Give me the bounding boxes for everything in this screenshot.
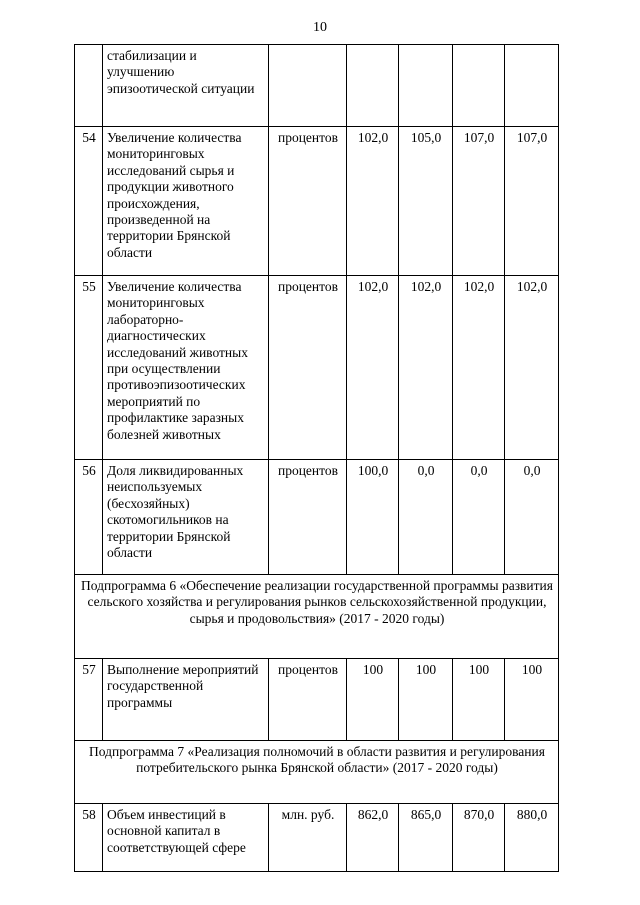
value-cell: 862,0 [347, 804, 399, 872]
indicator-name: Увеличение количества мониторинговых исследований сырья и продукции животного происхождения, произведенной на территории Брянской области [103, 127, 269, 276]
row-number: 56 [75, 460, 103, 575]
indicator-name: Объем инвестиций в основной капитал в соответствующей сфере [103, 804, 269, 872]
subprogram-heading: Подпрограмма 7 «Реализация полномочий в области развития и регулирования потребительского рынка Брянской области» (2017 - 2020 годы) [75, 741, 559, 804]
indicator-name: стабилизации и улучшению эпизоотической ситуации [103, 45, 269, 127]
table-row [75, 45, 559, 127]
row-number: 57 [75, 659, 103, 741]
value-cell: 107,0 [453, 127, 505, 276]
value-cell: 102,0 [453, 276, 505, 460]
value-cell: 870,0 [453, 804, 505, 872]
table-row [75, 127, 559, 276]
value-cell: 107,0 [505, 127, 559, 276]
indicators-table [74, 44, 559, 872]
value-cell: 100 [453, 659, 505, 741]
value-cell: 100 [399, 659, 453, 741]
table-row [75, 804, 559, 872]
unit-cell: процентов [269, 276, 347, 460]
table-row [75, 460, 559, 575]
value-cell: 0,0 [505, 460, 559, 575]
indicator-name: Выполнение мероприятий государственной программы [103, 659, 269, 741]
value-cell: 102,0 [399, 276, 453, 460]
table-row [75, 659, 559, 741]
row-number: 54 [75, 127, 103, 276]
indicator-name: Увеличение количества мониторинговых лабораторно-диагностических исследований животных при осуществлении противоэпизоотических мероприятий по профилактике заразных болезней животных [103, 276, 269, 460]
value-cell: 105,0 [399, 127, 453, 276]
unit-cell: млн. руб. [269, 804, 347, 872]
value-cell: 100 [505, 659, 559, 741]
value-cell: 0,0 [453, 460, 505, 575]
unit-cell: процентов [269, 659, 347, 741]
value-cell: 102,0 [347, 276, 399, 460]
unit-cell: процентов [269, 127, 347, 276]
unit-cell: процентов [269, 460, 347, 575]
value-cell [505, 45, 559, 127]
value-cell: 0,0 [399, 460, 453, 575]
indicator-name: Доля ликвидированных неиспользуемых (бесхозяйных) скотомогильников на территории Брянской области [103, 460, 269, 575]
value-cell: 100 [347, 659, 399, 741]
value-cell [399, 45, 453, 127]
value-cell: 102,0 [505, 276, 559, 460]
page-number: 10 [313, 20, 327, 35]
unit-cell [269, 45, 347, 127]
row-number: 58 [75, 804, 103, 872]
value-cell: 865,0 [399, 804, 453, 872]
value-cell [453, 45, 505, 127]
row-number [75, 45, 103, 127]
table-row [75, 276, 559, 460]
value-cell [347, 45, 399, 127]
row-number: 55 [75, 276, 103, 460]
value-cell: 880,0 [505, 804, 559, 872]
subprogram-heading: Подпрограмма 6 «Обеспечение реализации государственной программы развития сельского хозяйства и регулирования рынков сельскохозяйственной продукции, сырья и продовольствия» (2017 - 2020 годы) [75, 575, 559, 659]
subprogram-row [75, 741, 559, 804]
value-cell: 102,0 [347, 127, 399, 276]
value-cell: 100,0 [347, 460, 399, 575]
subprogram-row [75, 575, 559, 659]
